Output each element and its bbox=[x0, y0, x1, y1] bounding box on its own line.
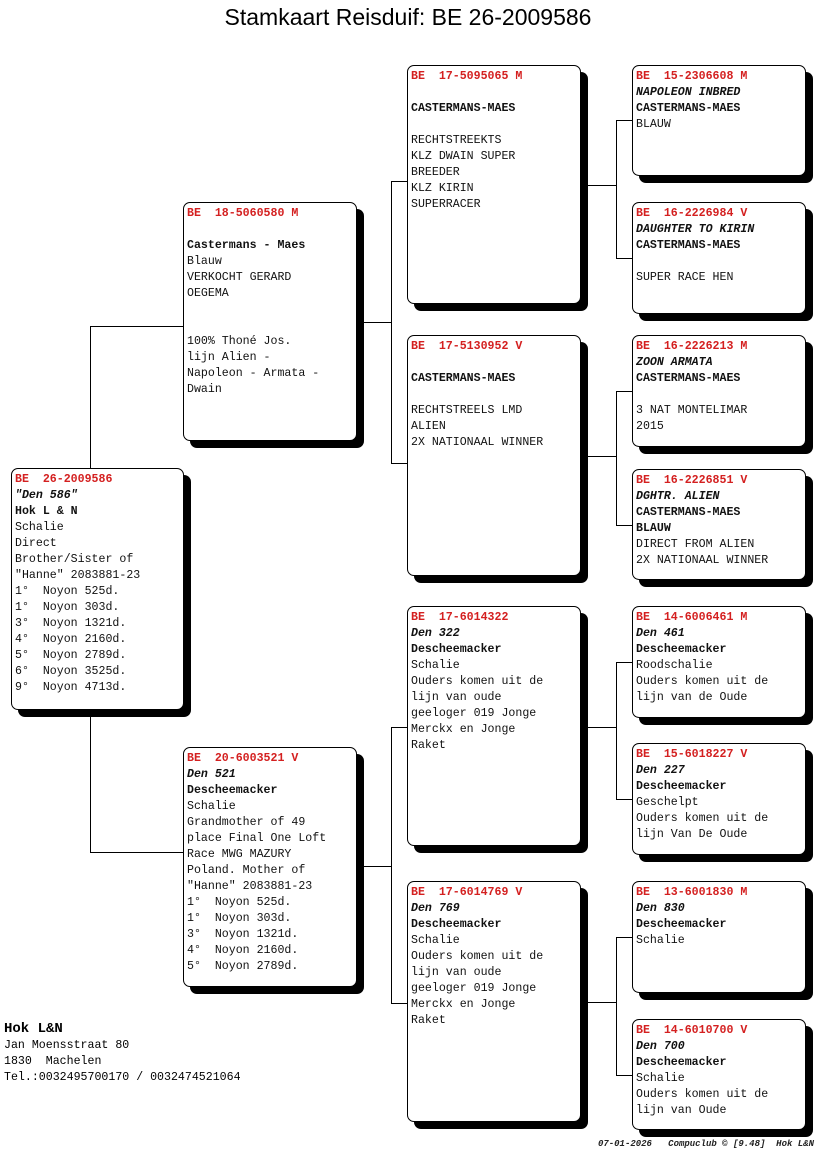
info-line: Ouders komen uit de bbox=[636, 1088, 769, 1101]
breeder: CASTERMANS-MAES bbox=[411, 372, 516, 385]
ring-number: BE 17-5130952 V bbox=[411, 340, 523, 353]
info-line: SUPERRACER bbox=[411, 198, 481, 211]
pigeon-name: Den 830 bbox=[636, 902, 685, 915]
info-line: Napoleon - Armata - bbox=[187, 367, 320, 380]
info-line: lijn Van De Oude bbox=[636, 828, 748, 841]
info-line: 4° Noyon 2160d. bbox=[15, 633, 127, 646]
pigeon-name: Den 227 bbox=[636, 764, 685, 777]
breeder: CASTERMANS-MAES bbox=[411, 102, 516, 115]
connector-line bbox=[357, 866, 391, 867]
owner-phone: Tel.:0032495700170 / 0032474521064 bbox=[4, 1071, 241, 1084]
info-line: Geschelpt bbox=[636, 796, 699, 809]
info-line bbox=[636, 254, 802, 270]
pigeon-name: Den 521 bbox=[187, 768, 236, 781]
pigeon-card-dds[interactable] bbox=[632, 881, 806, 993]
info-line: 2X NATIONAAL WINNER bbox=[636, 554, 769, 567]
info-line: Race MWG MAZURY bbox=[187, 848, 292, 861]
connector-line bbox=[357, 322, 391, 323]
owner-name: Hok L&N bbox=[4, 1021, 63, 1037]
info-line: 1° Noyon 303d. bbox=[15, 601, 120, 614]
pigeon-name: ZOON ARMATA bbox=[636, 356, 713, 369]
breeder: CASTERMANS-MAES bbox=[636, 506, 741, 519]
info-line bbox=[187, 318, 353, 334]
owner-city: 1830 Machelen bbox=[4, 1055, 102, 1068]
info-line: DIRECT FROM ALIEN bbox=[636, 538, 755, 551]
info-line: SUPER RACE HEN bbox=[636, 271, 734, 284]
info-line: Ouders komen uit de bbox=[636, 812, 769, 825]
pigeon-card-dsd[interactable] bbox=[632, 743, 806, 855]
connector-line bbox=[616, 1075, 632, 1076]
info-line: Schalie bbox=[187, 800, 236, 813]
info-line: Brother/Sister of bbox=[15, 553, 134, 566]
info-line: lijn van Oude bbox=[636, 1104, 727, 1117]
connector-line bbox=[391, 181, 407, 182]
pigeon-card-sss[interactable] bbox=[632, 65, 806, 176]
connector-line bbox=[391, 727, 392, 1003]
breeder: Descheemacker bbox=[636, 780, 727, 793]
info-line: Grandmother of 49 bbox=[187, 816, 306, 829]
pigeon-card-sds[interactable] bbox=[632, 335, 806, 447]
info-line: lijn van oude bbox=[411, 966, 502, 979]
info-line bbox=[636, 387, 802, 403]
info-line: 9° Noyon 4713d. bbox=[15, 681, 127, 694]
connector-line bbox=[90, 326, 183, 327]
connector-line bbox=[391, 463, 407, 464]
info-line: Raket bbox=[411, 1014, 446, 1027]
breeder: Hok L & N bbox=[15, 505, 78, 518]
info-line: 1° Noyon 525d. bbox=[187, 896, 292, 909]
connector-line bbox=[616, 120, 617, 258]
info-line: place Final One Loft bbox=[187, 832, 327, 845]
info-line bbox=[187, 302, 353, 318]
pigeon-name: Den 322 bbox=[411, 627, 460, 640]
pigeon-card-ssd[interactable] bbox=[632, 202, 806, 314]
ring-number: BE 16-2226851 V bbox=[636, 474, 748, 487]
info-line bbox=[411, 355, 577, 371]
connector-line bbox=[616, 525, 632, 526]
pigeon-name: Den 769 bbox=[411, 902, 460, 915]
info-line: Ouders komen uit de bbox=[411, 950, 544, 963]
info-line: BREEDER bbox=[411, 166, 460, 179]
info-line: Ouders komen uit de bbox=[411, 675, 544, 688]
info-line: 1° Noyon 525d. bbox=[15, 585, 120, 598]
connector-line bbox=[616, 662, 632, 663]
connector-line bbox=[616, 937, 617, 1075]
pigeon-name: NAPOLEON INBRED bbox=[636, 86, 741, 99]
info-line: Raket bbox=[411, 739, 446, 752]
breeder: Castermans - Maes bbox=[187, 239, 306, 252]
pigeon-name: DAUGHTER TO KIRIN bbox=[636, 223, 755, 236]
connector-line bbox=[90, 852, 183, 853]
info-line: lijn van de Oude bbox=[636, 691, 748, 704]
info-line: OEGEMA bbox=[187, 287, 229, 300]
breeder: CASTERMANS-MAES bbox=[636, 239, 741, 252]
ring-number: BE 17-6014322 bbox=[411, 611, 509, 624]
ring-number: BE 15-2306608 M bbox=[636, 70, 748, 83]
breeder: Descheemacker bbox=[411, 918, 502, 931]
page-title: Stamkaart Reisduif: BE 26-2009586 bbox=[224, 4, 592, 30]
ring-number: BE 15-6018227 V bbox=[636, 748, 748, 761]
connector-line bbox=[616, 662, 617, 799]
ring-number: BE 13-6001830 M bbox=[636, 886, 748, 899]
pigeon-card-subject[interactable] bbox=[11, 468, 184, 710]
info-line: "Hanne" 2083881-23 bbox=[187, 880, 313, 893]
owner-info bbox=[4, 1020, 241, 1086]
info-line: 4° Noyon 2160d. bbox=[187, 944, 299, 957]
breeder: Descheemacker bbox=[187, 784, 278, 797]
info-line: KLZ DWAIN SUPER bbox=[411, 150, 516, 163]
info-line: 100% Thoné Jos. bbox=[187, 335, 292, 348]
connector-line bbox=[391, 1003, 407, 1004]
pigeon-card-dss[interactable] bbox=[632, 606, 806, 718]
info-line: Schalie bbox=[15, 521, 64, 534]
connector-line bbox=[616, 391, 632, 392]
pigeon-card-sd[interactable] bbox=[407, 335, 581, 576]
info-line: KLZ KIRIN bbox=[411, 182, 474, 195]
pigeon-name: "Den 586" bbox=[15, 489, 78, 502]
ring-number: BE 14-6010700 V bbox=[636, 1024, 748, 1037]
connector-line bbox=[391, 727, 407, 728]
connector-line bbox=[580, 1002, 616, 1003]
breeder: BLAUW bbox=[636, 522, 671, 535]
info-line bbox=[411, 117, 577, 133]
ring-number: BE 16-2226213 M bbox=[636, 340, 748, 353]
pigeon-card-ss[interactable] bbox=[407, 65, 581, 304]
connector-line bbox=[391, 181, 392, 463]
pigeon-name: DGHTR. ALIEN bbox=[636, 490, 720, 503]
owner-address: Jan Moensstraat 80 bbox=[4, 1039, 130, 1052]
ring-number: BE 17-5095065 M bbox=[411, 70, 523, 83]
info-line: Schalie bbox=[636, 1072, 685, 1085]
info-line: Blauw bbox=[187, 255, 222, 268]
info-line bbox=[411, 387, 577, 403]
info-line: 3° Noyon 1321d. bbox=[15, 617, 127, 630]
ring-number: BE 16-2226984 V bbox=[636, 207, 748, 220]
info-line: Dwain bbox=[187, 383, 222, 396]
ring-number: BE 20-6003521 V bbox=[187, 752, 299, 765]
info-line: Merckx en Jonge bbox=[411, 723, 516, 736]
info-line: Roodschalie bbox=[636, 659, 713, 672]
info-line: lijn van oude bbox=[411, 691, 502, 704]
ring-number: BE 18-5060580 M bbox=[187, 207, 299, 220]
ring-number: BE 26-2009586 bbox=[15, 473, 113, 486]
info-line: geeloger 019 Jonge bbox=[411, 982, 537, 995]
info-line: Schalie bbox=[411, 659, 460, 672]
connector-line bbox=[616, 391, 617, 525]
pigeon-card-ddd[interactable] bbox=[632, 1019, 806, 1130]
info-line: "Hanne" 2083881-23 bbox=[15, 569, 141, 582]
info-line bbox=[411, 85, 577, 101]
breeder: CASTERMANS-MAES bbox=[636, 102, 741, 115]
info-line: VERKOCHT GERARD bbox=[187, 271, 292, 284]
breeder: Descheemacker bbox=[411, 643, 502, 656]
connector-line bbox=[616, 258, 632, 259]
info-line: BLAUW bbox=[636, 118, 671, 131]
info-line bbox=[187, 222, 353, 238]
ring-number: BE 17-6014769 V bbox=[411, 886, 523, 899]
info-line: Schalie bbox=[636, 934, 685, 947]
ring-number: BE 14-6006461 M bbox=[636, 611, 748, 624]
info-line: Schalie bbox=[411, 934, 460, 947]
connector-line bbox=[616, 937, 632, 938]
pigeon-card-dd[interactable] bbox=[407, 881, 581, 1122]
info-line: 2015 bbox=[636, 420, 664, 433]
footer: 07-01-2026 Compuclub © [9.48] Hok L&N bbox=[597, 1139, 814, 1149]
connector-line bbox=[90, 710, 91, 852]
pigeon-card-sire[interactable] bbox=[183, 202, 357, 441]
info-line: RECHTSTREELS LMD bbox=[411, 404, 523, 417]
breeder: Descheemacker bbox=[636, 1056, 727, 1069]
connector-line bbox=[580, 456, 616, 457]
info-line: Merckx en Jonge bbox=[411, 998, 516, 1011]
info-line: 3° Noyon 1321d. bbox=[187, 928, 299, 941]
info-line: 3 NAT MONTELIMAR bbox=[636, 404, 748, 417]
connector-line bbox=[90, 326, 91, 468]
info-line: Direct bbox=[15, 537, 57, 550]
pigeon-name: Den 700 bbox=[636, 1040, 685, 1053]
info-line: 6° Noyon 3525d. bbox=[15, 665, 127, 678]
info-line: 5° Noyon 2789d. bbox=[187, 960, 299, 973]
connector-line bbox=[580, 185, 616, 186]
pigeon-card-dam[interactable] bbox=[183, 747, 357, 987]
info-line: 1° Noyon 303d. bbox=[187, 912, 292, 925]
pigeon-card-sdd[interactable] bbox=[632, 469, 806, 580]
connector-line bbox=[580, 727, 616, 728]
info-line: 2X NATIONAAL WINNER bbox=[411, 436, 544, 449]
info-line: lijn Alien - bbox=[187, 351, 271, 364]
pigeon-name: Den 461 bbox=[636, 627, 685, 640]
connector-line bbox=[616, 799, 632, 800]
breeder: Descheemacker bbox=[636, 918, 727, 931]
info-line: Ouders komen uit de bbox=[636, 675, 769, 688]
info-line: ALIEN bbox=[411, 420, 446, 433]
info-line: Poland. Mother of bbox=[187, 864, 306, 877]
info-line: 5° Noyon 2789d. bbox=[15, 649, 127, 662]
breeder: Descheemacker bbox=[636, 643, 727, 656]
breeder: CASTERMANS-MAES bbox=[636, 372, 741, 385]
connector-line bbox=[616, 120, 632, 121]
info-line: geeloger 019 Jonge bbox=[411, 707, 537, 720]
pigeon-card-ds[interactable] bbox=[407, 606, 581, 846]
info-line: RECHTSTREEKTS bbox=[411, 134, 502, 147]
